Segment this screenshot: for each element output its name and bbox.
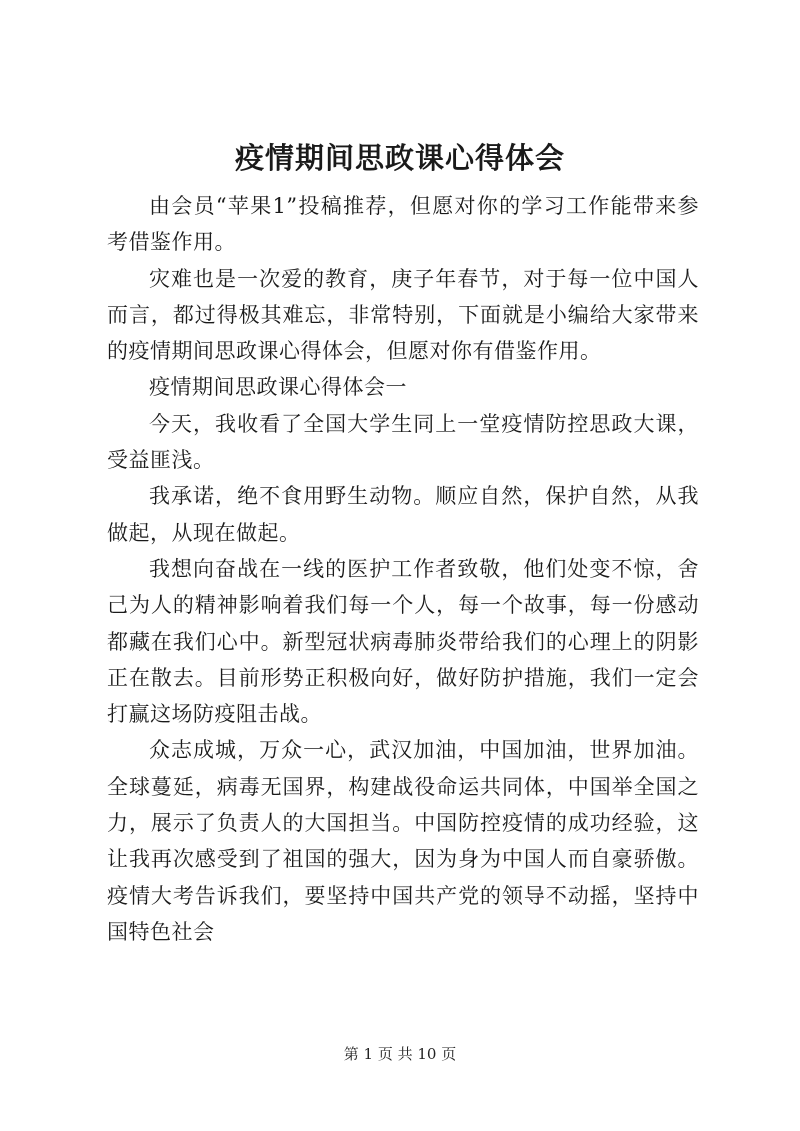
paragraph-preface: 灾难也是一次爱的教育，庚子年春节，对于每一位中国人而言，都过得极其难忘，非常特别，下面就是小编给大家带来的疫情期间思政课心得体会，但愿对你有借鉴作用。 [107, 266, 699, 364]
page-number: 第 1 页 [343, 1045, 393, 1063]
section-heading: 疫情期间思政课心得体会一 [149, 375, 407, 400]
paragraph-body: 众志成城，万众一心，武汉加油，中国加油，世界加油。全球蔓延，病毒无国界，构建战役命运共同体，中国举全国之力，展示了负责人的大国担当。中国防控疫情的成功经验，这让我再次感受到了祖国的强大，因为身为中国人而自豪骄傲。疫情大考告诉我们，要坚持中国共产党的领导不动摇，坚持中国特色社会 [107, 738, 699, 944]
page-total: 共 10 页 [397, 1045, 457, 1063]
paragraph-body: 我想向奋战在一线的医护工作者致敬，他们处变不惊，舍己为人的精神影响着我们每一个人，每一个故事，每一份感动都藏在我们心中。新型冠状病毒肺炎带给我们的心理上的阴影正在散去。目前形势正积极向好，做好防护措施，我们一定会打赢这场防疫阻击战。 [107, 556, 699, 727]
page-footer [0, 1044, 800, 1064]
paragraph-body: 我承诺，绝不食用野生动物。顺应自然，保护自然，从我做起，从现在做起。 [107, 484, 699, 545]
paragraph-body: 今天，我收看了全国大学生同上一堂疫情防控思政大课，受益匪浅。 [107, 411, 699, 473]
document-title: 疫情期间思政课心得体会 [234, 141, 565, 175]
document-body [107, 188, 699, 950]
paragraph-intro: 由会员“苹果1”投稿推荐，但愿对你的学习工作能带来参考借鉴作用。 [107, 194, 699, 255]
